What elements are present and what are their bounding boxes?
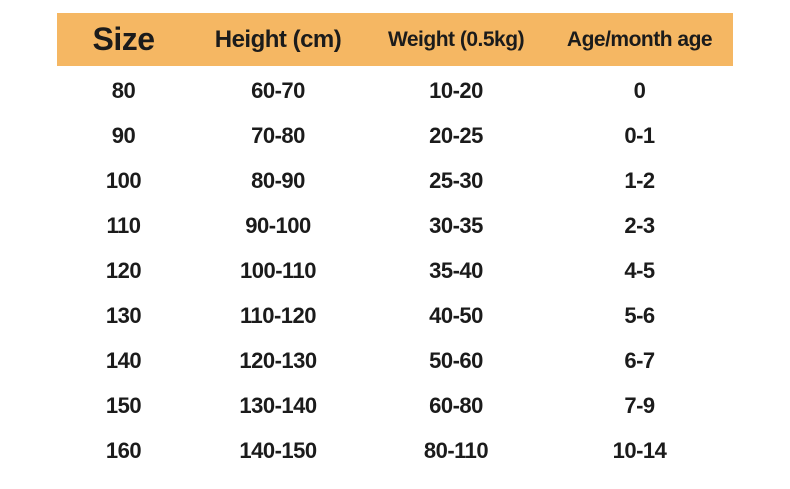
table-cell: 120 bbox=[105, 257, 142, 283]
table-row bbox=[57, 338, 733, 383]
table-cell: 25-30 bbox=[429, 167, 483, 193]
table-cell: 60-80 bbox=[429, 392, 483, 418]
table-cell: 0-1 bbox=[624, 122, 655, 148]
table-cell: 80 bbox=[111, 77, 136, 103]
table-cell: 70-80 bbox=[251, 122, 305, 148]
table-cell: 7-9 bbox=[624, 392, 655, 418]
table-cell: 60-70 bbox=[251, 77, 305, 103]
table-cell: 0 bbox=[633, 77, 646, 103]
table-cell: 30-35 bbox=[429, 212, 483, 238]
table-cell: 6-7 bbox=[624, 347, 655, 373]
table-cell: 160 bbox=[105, 437, 142, 463]
column-header-weight: Weight (0.5kg) bbox=[387, 27, 525, 51]
table-header-row bbox=[57, 13, 733, 66]
table-cell: 110-120 bbox=[239, 302, 317, 328]
table-cell: 90-100 bbox=[245, 212, 311, 238]
table-row bbox=[57, 293, 733, 338]
table-cell: 10-20 bbox=[429, 77, 483, 103]
table-cell: 10-14 bbox=[612, 437, 667, 463]
table-cell: 130-140 bbox=[239, 392, 317, 418]
column-header-size: Size bbox=[92, 21, 155, 57]
table-cell: 140 bbox=[105, 347, 142, 373]
table-row bbox=[57, 113, 733, 158]
table-row bbox=[57, 383, 733, 428]
table-cell: 90 bbox=[111, 122, 136, 148]
table-row bbox=[57, 68, 733, 113]
table-cell: 110 bbox=[106, 212, 141, 238]
table-cell: 100-110 bbox=[239, 257, 317, 283]
table-cell: 120-130 bbox=[239, 347, 317, 373]
table-cell: 4-5 bbox=[624, 257, 655, 283]
table-cell: 130 bbox=[105, 302, 142, 328]
size-chart-table bbox=[57, 13, 733, 473]
column-header-height: Height (cm) bbox=[214, 25, 342, 53]
table-row bbox=[57, 248, 733, 293]
table-cell: 150 bbox=[105, 392, 142, 418]
table-cell: 80-90 bbox=[251, 167, 305, 193]
table-cell: 50-60 bbox=[429, 347, 483, 373]
table-cell: 1-2 bbox=[624, 167, 655, 193]
table-cell: 35-40 bbox=[429, 257, 483, 283]
table-row bbox=[57, 203, 733, 248]
table-cell: 5-6 bbox=[624, 302, 655, 328]
table-body bbox=[57, 68, 733, 473]
table-cell: 80-110 bbox=[423, 437, 489, 463]
table-row bbox=[57, 158, 733, 203]
table-row bbox=[57, 428, 733, 473]
table-cell: 20-25 bbox=[429, 122, 483, 148]
table-cell: 40-50 bbox=[429, 302, 483, 328]
table-cell: 140-150 bbox=[239, 437, 317, 463]
table-cell: 100 bbox=[105, 167, 142, 193]
column-header-age: Age/month age bbox=[566, 27, 713, 51]
table-cell: 2-3 bbox=[624, 212, 655, 238]
